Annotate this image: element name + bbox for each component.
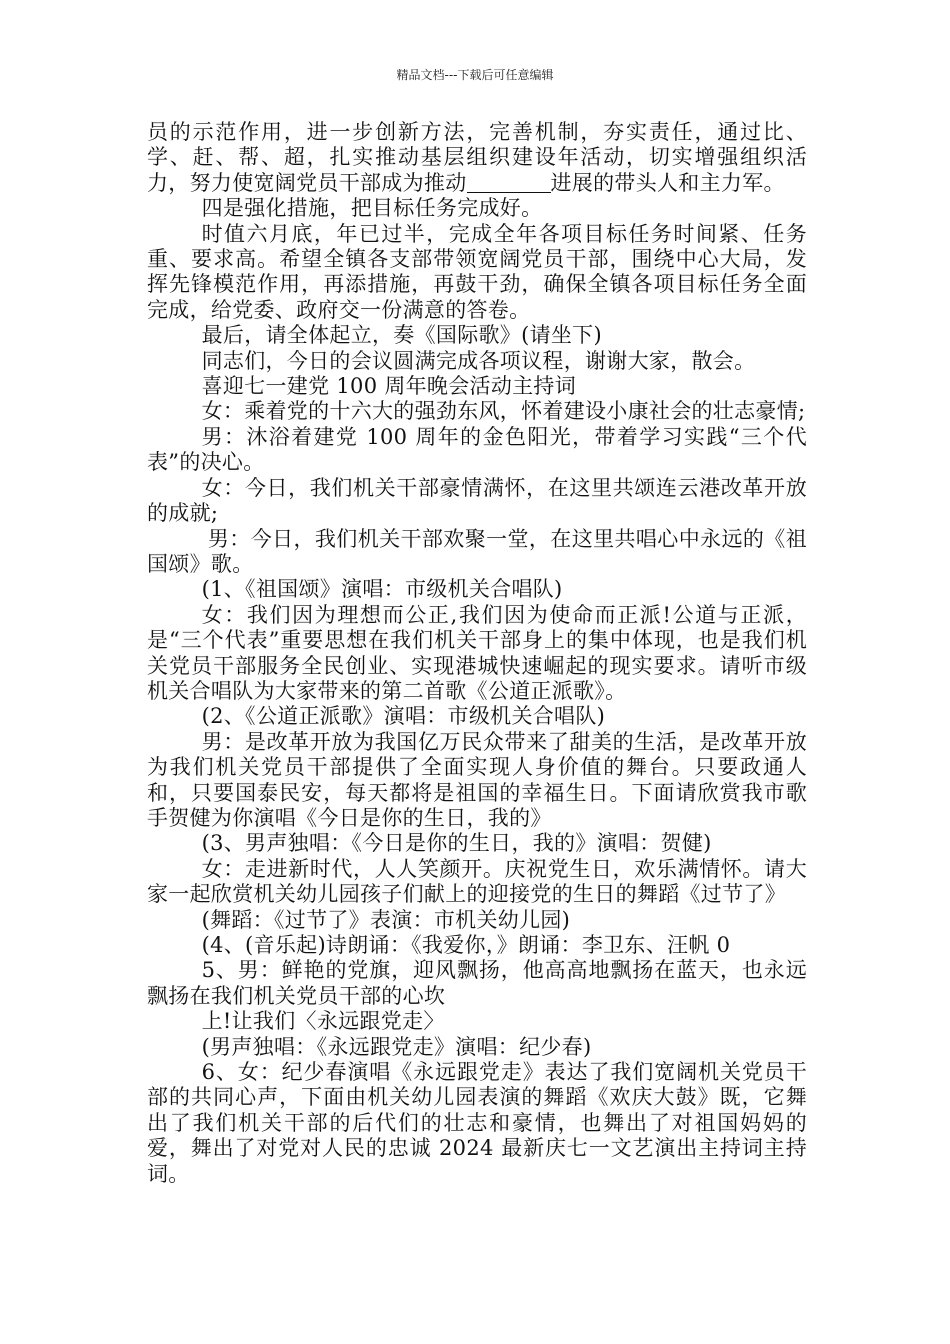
program-item: (2、《公道正派歌》演唱：市级机关合唱队) (201, 704, 606, 729)
program-item: (3、男声独唱：《今日是你的生日，我的》演唱：贺健) (201, 831, 712, 856)
paragraph (147, 120, 807, 196)
paragraph-text-continued: 进展的带头人和主力军。 (550, 170, 785, 195)
section-title: 喜迎七一建党 100 周年晚会活动主持词 (201, 374, 577, 399)
paragraph: 女：我们因为理想而公正,我们因为使命而正派!公道与正派，是“三个代表”重要思想在我们机关干部身上的集中体现，也是我们机关党员干部服务全民创业、实现港城快速崛起的现实要求。请听市级机关合唱队为大家带来的第二首歌《公道正派歌》。 (147, 602, 807, 703)
paragraph: 男：是改革开放为我国亿万民众带来了甜美的生活，是改革开放为我们机关党员干部提供了全面实现人身价值的舞台。只要政通人和，只要国泰民安，每天都将是祖国的幸福生日。下面请欣赏我市歌手贺健为你演唱《今日是你的生日，我的》 (147, 729, 807, 830)
program-item: (男声独唱：《永远跟党走》演唱：纪少春) (201, 1034, 592, 1059)
paragraph: 6、女：纪少春演唱《永远跟党走》表达了我们宽阔机关党员干部的共同心声，下面由机关幼儿园表演的舞蹈《欢庆大鼓》既，它舞出了我们机关干部的后代们的壮志和豪情，也舞出了对祖国妈妈的爱，舞出了对党对人民的忠诚 2024 最新庆七一文艺演出主持词主持词。 (147, 1060, 807, 1186)
program-item: (4、(音乐起)诗朗诵：《我爱你，》朗诵：李卫东、汪帆 0 (201, 933, 731, 957)
paragraph: 男：沐浴着建党 100 周年的金色阳光，带着学习实践“三个代表”的决心。 (147, 424, 807, 475)
program-item: (1、《祖国颂》演唱：市级机关合唱队) (201, 577, 563, 602)
paragraph: 女：走进新时代，人人笑颜开。庆祝党生日，欢乐满情怀。请大家一起欣赏机关幼儿园孩子们献上的迎接党的生日的舞蹈《过节了》 (147, 856, 807, 907)
paragraph: 四是强化措施，把目标任务完成好。 (201, 196, 543, 221)
paragraph: 男：今日，我们机关干部欢聚一堂，在这里共唱心中永远的《祖国颂》歌。 (147, 526, 807, 576)
program-item: (舞蹈：《过节了》表演：市机关幼儿园) (201, 907, 571, 932)
fill-in-blank (467, 171, 551, 193)
paragraph: 女：今日，我们机关干部豪情满怀，在这里共颂连云港改革开放的成就; (147, 475, 807, 526)
paragraph: 最后，请全体起立，奏《国际歌》(请坐下) (201, 323, 602, 348)
document-body (147, 120, 807, 1187)
paragraph: 同志们，今日的会议圆满完成各项议程，谢谢大家，散会。 (201, 348, 756, 373)
page-header: 精品文档---下载后可任意编辑 (396, 68, 554, 82)
paragraph: 时值六月底，年已过半，完成全年各项目标任务时间紧、任务重、要求高。希望全镇各支部带领宽阔党员干部，围绕中心大局，发挥先锋模范作用，再添措施，再鼓干劲，确保全镇各项目标任务全面完成，给党委、政府交一份满意的答卷。 (147, 221, 807, 322)
paragraph: 女：乘着党的十六大的强劲东风，怀着建设小康社会的壮志豪情; (201, 399, 806, 424)
paragraph-text: 员的示范作用，进一步创新方法，完善机制，夯实责任，通过比、学、赶、帮、超，扎实推动基层组织建设年活动，切实增强组织活力，努力使宽阔党员干部成为推动 (147, 120, 807, 195)
paragraph: 上!让我们〈永远跟党走〉 (201, 1009, 445, 1034)
paragraph: 5、男：鲜艳的党旗，迎风飘扬，他高高地飘扬在蓝天，也永远飘扬在我们机关党员干部的心坎 (147, 958, 807, 1008)
